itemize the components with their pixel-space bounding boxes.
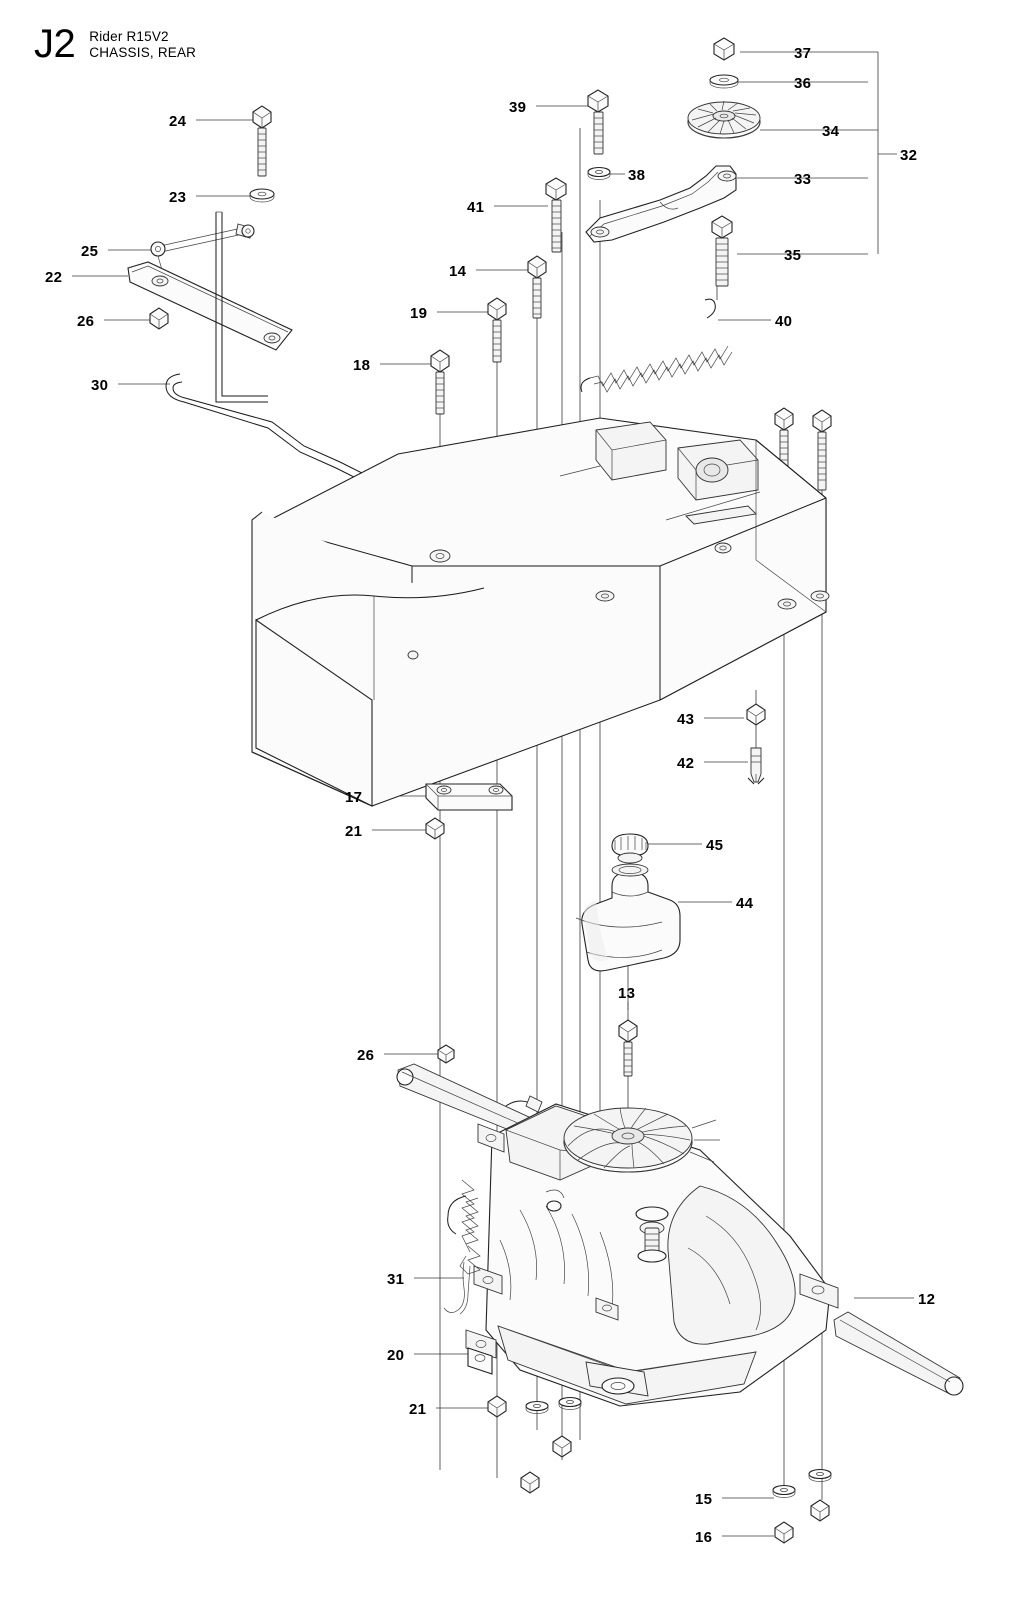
part-37-nut [714, 38, 734, 60]
part-43-nut [747, 704, 765, 725]
part-21-nut-upper [426, 818, 444, 839]
part-17-bracket [426, 784, 512, 810]
part-15-washer [773, 1486, 795, 1498]
part-22-plate-arm [128, 262, 292, 350]
part-41-bolt [546, 178, 566, 252]
part-34-cooling-fan [688, 101, 760, 138]
section-code: J2 [34, 22, 76, 66]
callout-30: 30 [91, 377, 109, 394]
part-31-spring [444, 1180, 480, 1314]
part-35-bolt [712, 216, 732, 286]
part-39-bolt [588, 90, 608, 154]
chassis-frame [252, 418, 829, 806]
part-26-nut-upper [150, 308, 168, 329]
callout-18: 18 [353, 357, 371, 374]
callout-34: 34 [822, 123, 840, 140]
assembly-name: CHASSIS, REAR [89, 45, 197, 60]
callout-21-upper: 21 [345, 823, 363, 840]
callout-15: 15 [695, 1491, 713, 1508]
part-18-bolt [431, 350, 449, 414]
callout-24: 24 [169, 113, 187, 130]
callout-26-lower: 26 [357, 1047, 375, 1064]
callout-37: 37 [794, 45, 812, 62]
part-nut-right-extra [811, 1500, 829, 1521]
callout-26-upper: 26 [77, 313, 95, 330]
callout-40: 40 [775, 313, 793, 330]
part-45-tank-cap [612, 834, 648, 863]
part-38-washer [588, 168, 610, 180]
callout-25: 25 [81, 243, 99, 260]
part-nut-center-2 [521, 1472, 539, 1493]
callout-14: 14 [449, 263, 467, 280]
part-44-expansion-tank [576, 864, 680, 971]
part-13-bolt [619, 1020, 637, 1076]
callout-33: 33 [794, 171, 812, 188]
callout-35: 35 [784, 247, 802, 264]
callout-38: 38 [628, 167, 646, 184]
callout-12: 12 [918, 1291, 936, 1308]
callout-23: 23 [169, 189, 187, 206]
part-nut-center-1 [553, 1436, 571, 1457]
callout-31: 31 [387, 1271, 405, 1288]
part-21-nut-lower [488, 1396, 506, 1417]
callout-13: 13 [618, 985, 636, 1002]
part-24-bolt [253, 106, 271, 176]
callout-21-lower: 21 [409, 1401, 427, 1418]
callout-17: 17 [345, 789, 363, 806]
part-40-spring [581, 299, 732, 392]
callout-20: 20 [387, 1347, 405, 1364]
part-25-ball-joint-rod [151, 224, 254, 270]
part-36-washer [710, 75, 738, 88]
callout-42: 42 [677, 755, 695, 772]
group-22-link-assembly [128, 106, 292, 402]
group-32-pulley-assembly [586, 38, 760, 286]
callout-36: 36 [794, 75, 812, 92]
model-name: Rider R15V2 [89, 29, 169, 44]
callout-43: 43 [677, 711, 695, 728]
callout-16: 16 [695, 1529, 713, 1546]
callout-19: 19 [410, 305, 428, 322]
part-14-bolt [528, 256, 546, 318]
callout-32: 32 [900, 147, 918, 164]
callout-41: 41 [467, 199, 485, 216]
part-washer-right [809, 1470, 831, 1482]
callout-22: 22 [45, 269, 63, 286]
bottom-fasteners [488, 1396, 831, 1546]
part-42-clevis-pin [748, 748, 764, 784]
callout-39: 39 [509, 99, 527, 116]
callout-45: 45 [706, 837, 724, 854]
callout-44: 44 [736, 895, 754, 912]
part-16-nut [775, 1522, 793, 1543]
part-23-washer [250, 189, 274, 202]
part-19-bolt [488, 298, 506, 362]
